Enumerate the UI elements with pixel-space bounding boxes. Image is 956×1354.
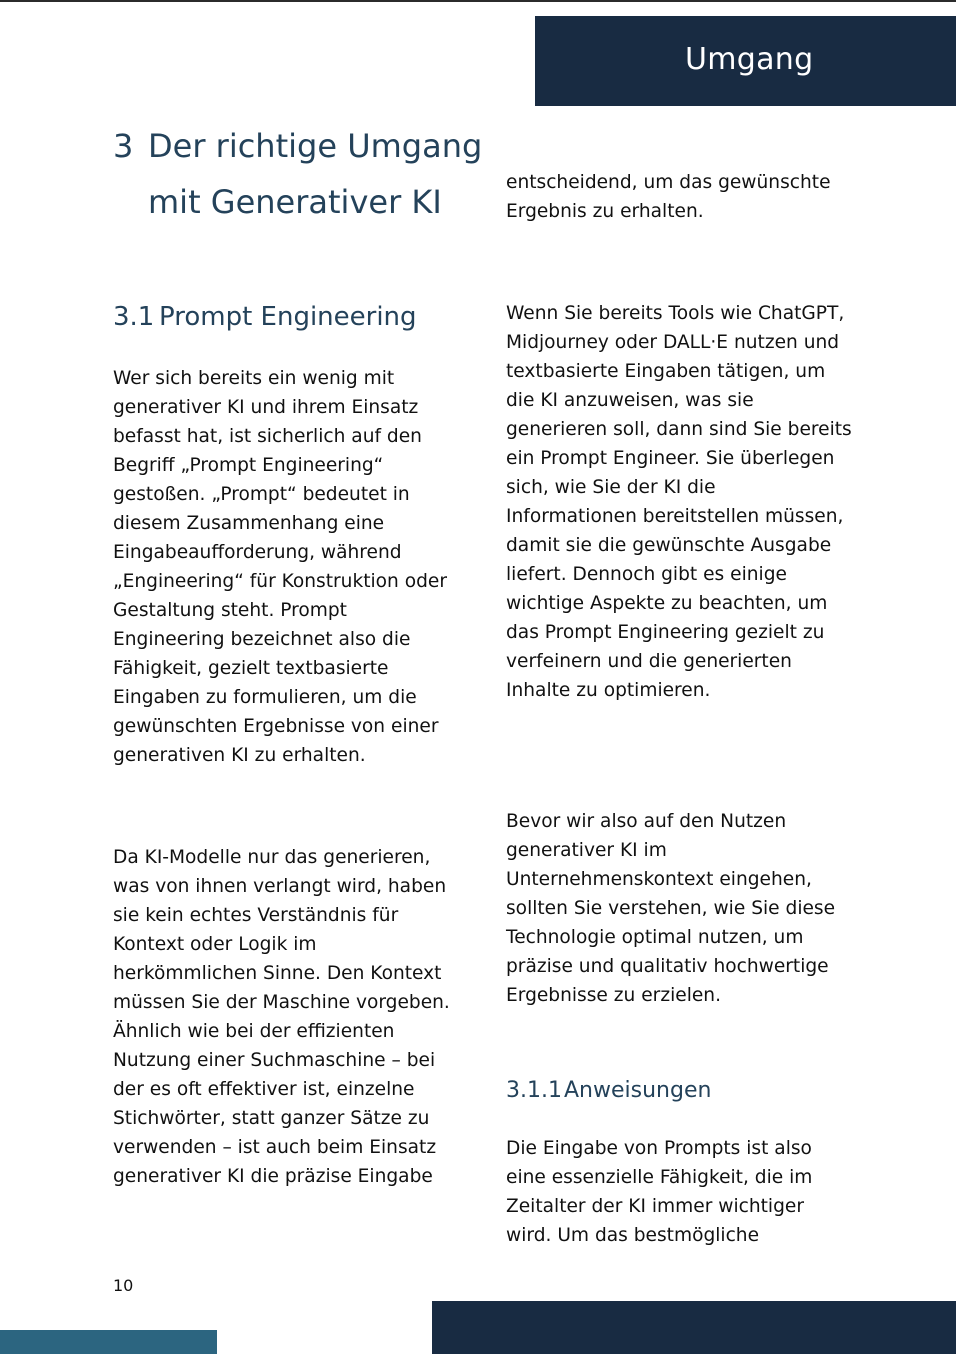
right-paragraph-1: entscheidend, um das gewünschte Ergebnis zu erhalten. — [506, 172, 831, 222]
right-paragraph-4: Die Eingabe von Prompts ist also eine essenzielle Fähigkeit, die im Zeitalter der KI immer wichtiger wird. Um das bestmögliche — [506, 1138, 813, 1246]
section-title: Prompt Engineering — [159, 302, 417, 332]
footer-bar-right — [432, 1301, 956, 1354]
page-number: 10 — [113, 1276, 134, 1295]
right-paragraph-2: Wenn Sie bereits Tools wie ChatGPT, Midjourney oder DALL·E nutzen und textbasierte Eingaben tätigen, um die KI anzuweisen, was sie generieren soll, dann sind Sie bereits ein Prompt Engineer. Sie überlegen sich, wie Sie der KI die Informationen bereitstellen müssen, damit sie die gewünschte Ausgabe liefert. Dennoch gibt es einige wichtige Aspekte zu beachten, um das Prompt Engineering gezielt zu verfeinern und die generierten Inhalte zu optimieren. — [506, 303, 852, 701]
left-paragraph-1: Wer sich bereits ein wenig mit generativer KI und ihrem Einsatz befasst hat, ist sicherlich auf den Begriff „Prompt Engineering“ gestoßen. „Prompt“ bedeutet in diesem Zusammenhang eine Eingabeaufforderung, während „Engineering“ für Konstruktion oder Gestaltung steht. Prompt Engineering bezeichnet also die Fähigkeit, gezielt textbasierte Eingaben zu formulieren, um die gewünschten Ergebnisse von einer generativen KI zu erhalten. — [113, 368, 448, 766]
footer-bar-left — [0, 1330, 217, 1354]
subsection-title: Anweisungen — [564, 1078, 712, 1103]
section-heading — [113, 300, 417, 334]
subsection-number: 3.1.1 — [506, 1078, 562, 1103]
chapter-number: 3 — [113, 127, 134, 165]
header-title: Umgang — [685, 42, 814, 77]
chapter-title: Der richtige Umgang mit Generativer KI — [148, 127, 483, 221]
left-paragraph-2: Da KI-Modelle nur das generieren, was von ihnen verlangt wird, haben sie kein echtes Verständnis für Kontext oder Logik im herkömmlichen Sinne. Den Kontext müssen Sie der Maschine vorgeben. Ähnlich wie bei der effizienten Nutzung einer Suchmaschine – bei der es oft effektiver ist, einzelne Stichwörter, statt ganzer Sätze zu verwenden – ist auch beim Einsatz generativer KI die präzise Eingabe — [113, 847, 450, 1187]
subsection-heading — [506, 1076, 711, 1106]
right-paragraph-3: Bevor wir also auf den Nutzen generativer KI im Unternehmenskontext eingehen, sollten Sie verstehen, wie Sie diese Technologie optimal nutzen, um präzise und qualitativ hochwertige Ergebnisse zu erzielen. — [506, 811, 836, 1006]
section-number: 3.1 — [113, 302, 155, 332]
top-rule — [0, 0, 956, 2]
header-band — [535, 16, 956, 106]
